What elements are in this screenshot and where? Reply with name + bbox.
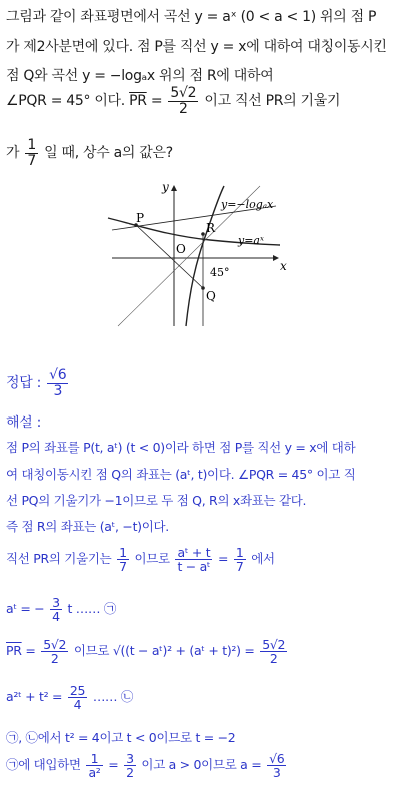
angle-condition: ∠PQR = 45° 이다.	[6, 93, 125, 110]
y-axis-label: y	[162, 180, 169, 194]
slope-text: 이고 직선 PR의 기울기	[204, 93, 341, 110]
solution-line-9: ㉠, ㉡에서 t² = 4이고 t < 0이므로 t = −2	[6, 730, 236, 745]
solution-line-4: 즉 점 R의 좌표는 (aᵗ, −t)이다.	[6, 519, 169, 534]
solution-line-3: 선 PQ의 기울기가 −1이므로 두 점 Q, R의 x좌표는 같다.	[6, 493, 307, 508]
problem-line-3: 점 Q와 곡선 y = −logₐx 위의 점 R에 대하여	[6, 68, 274, 84]
segment-pr: $\overline{PR}$	[129, 93, 147, 110]
graph-figure	[100, 178, 295, 328]
problem-line-5: 가 $\frac{1}{7}$ 일 때, 상수 a의 값은?	[6, 137, 173, 169]
angle-label: 45°	[210, 266, 230, 279]
problem-line-4: ∠PQR = 45° 이다. $\overline{PR}$ = $\frac{5√2}{2}$ 이고 직선 PR의 기울기	[6, 85, 341, 117]
answer-label: 정답 :	[6, 375, 42, 392]
solution-line-5: 직선 PR의 기울기는 $\frac{1}{7}$ 이므로 $\frac{\text{aᵗ + t}}{\text{t − aᵗ}}$ = $\frac{1}{7}$ 에서	[6, 545, 275, 575]
slope-equation: $\frac{\text{aᵗ + t}}{\text{t − aᵗ}}$	[177, 545, 211, 575]
solution-line-6: aᵗ = − $\frac{3}{4}$ t …… ㉠	[6, 595, 117, 625]
solution-line-8: a²ᵗ + t² = $\frac{25}{4}$ …… ㉡	[6, 683, 134, 713]
point-r-label: R	[206, 221, 216, 235]
x-axis-label: x	[280, 259, 287, 273]
problem-line-2: 가 제2사분면에 있다. 점 P를 직선 y = x에 대하여 대칭이동시킨	[6, 39, 387, 55]
exp-curve-label: y=aˣ	[238, 234, 264, 247]
log-curve-label: y=−logₐx	[221, 198, 274, 211]
point-p-label: P	[136, 211, 145, 225]
final-answer: $\frac{√6}{3}$	[269, 751, 285, 781]
solution-line-2: 여 대칭이동시킨 점 Q의 좌표는 (aᵗ, t)이다. ∠PQR = 45° 이고 직	[6, 467, 356, 482]
question-text: 일 때, 상수 a의 값은?	[44, 145, 173, 162]
line-pq	[136, 225, 203, 288]
solution-line-10: ㉠에 대입하면 $\frac{1}{\text{a²}}$ = $\frac{3}{2}$ 이고 a > 0이므로 a = $\frac{√6}{3}$	[6, 751, 285, 781]
solution-header: 해설 :	[6, 415, 42, 431]
solution-line-1: 점 P의 좌표를 P(t, aᵗ) (t < 0)이라 하면 점 P를 직선 y = x에 대하	[6, 440, 356, 455]
length-fraction: $\frac{5√2}{2}$	[170, 85, 197, 117]
problem-line-1: 그림과 같이 좌표평면에서 곡선 y = aˣ (0 < a < 1) 위의 점 P	[6, 9, 377, 25]
answer-line	[6, 368, 70, 398]
origin-label: O	[176, 242, 186, 256]
answer-value: $\frac{√6}{3}$	[49, 367, 67, 399]
solution-line-7: $\overline{PR}$ = $\frac{5√2}{2}$ 이므로 √((t − aᵗ)² + (aᵗ + t)²) = $\frac{5√2}{2}$	[6, 637, 286, 667]
slope-fraction: $\frac{1}{7}$	[27, 137, 36, 169]
log-curve	[186, 186, 224, 326]
point-q-label: Q	[206, 289, 216, 303]
